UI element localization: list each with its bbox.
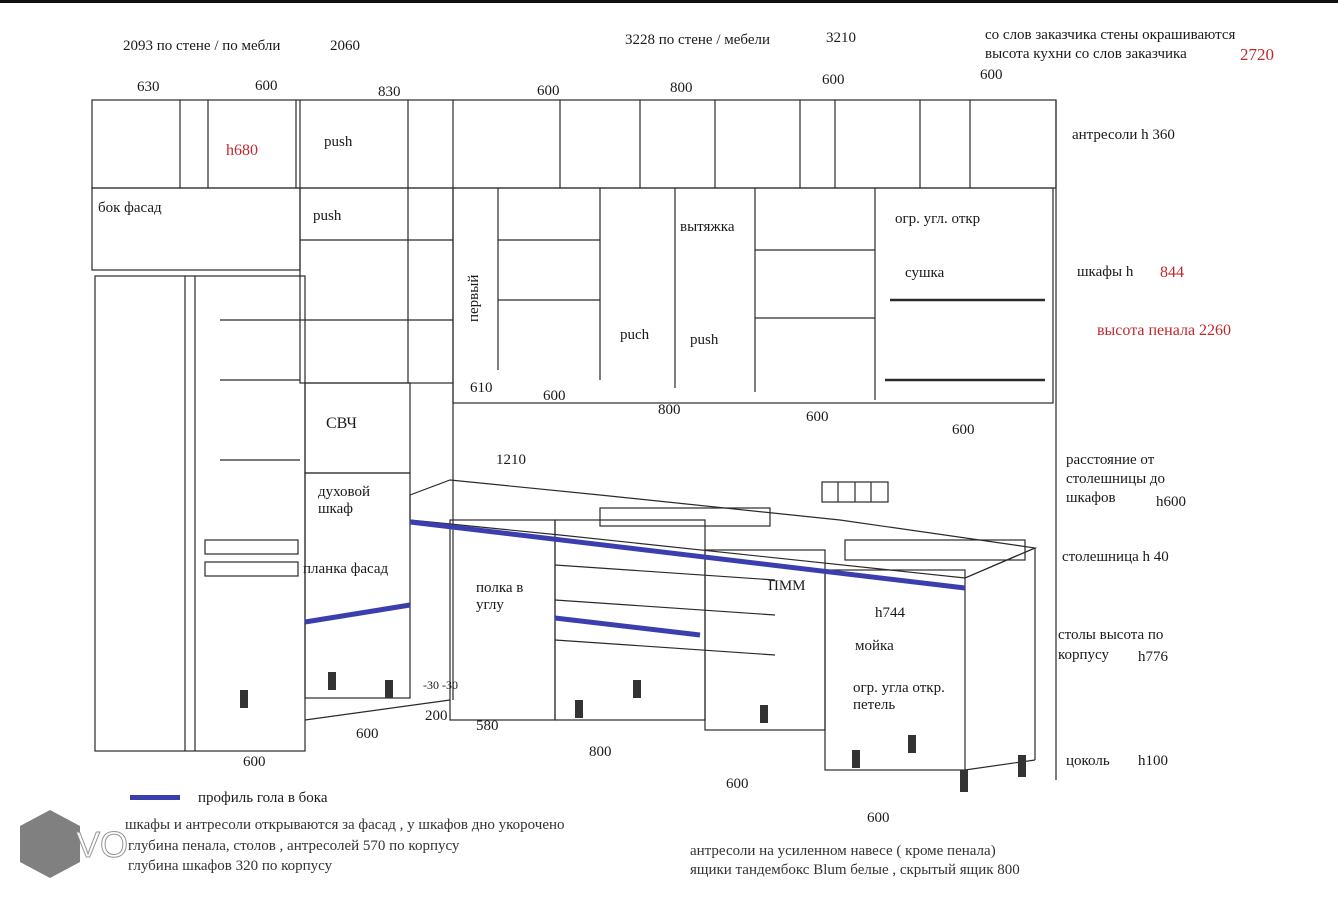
svg-text:VO: VO <box>76 824 129 865</box>
gola-profile-top <box>410 522 965 588</box>
hood-label: вытяжка <box>680 219 735 235</box>
customer-note-height: высота кухни со слов заказчика <box>985 46 1187 62</box>
left-walls-dimension: 2093 по стене / по мебли <box>123 38 281 54</box>
footnote: ящики тандембокс Blum белые , скрытый ящик 800 <box>690 862 1020 878</box>
evo-logo <box>18 808 158 880</box>
tables-value: h776 <box>1138 649 1168 665</box>
plinth-note: цоколь <box>1066 753 1110 769</box>
depth-offset-label: -30 -30 <box>423 678 458 692</box>
gola-profile-left <box>305 605 410 622</box>
upper-width: 630 <box>137 79 160 95</box>
microwave-box <box>305 383 410 473</box>
cabinet-width: 600 <box>952 422 975 438</box>
dishwasher-label: ПММ <box>768 578 806 594</box>
mezzanine-height-label: h680 <box>226 142 258 159</box>
customer-note-walls: со слов заказчика стены окрашиваются <box>985 27 1236 43</box>
plinth-value: h100 <box>1138 753 1168 769</box>
countertop-note: столешница h 40 <box>1062 549 1169 565</box>
dryer-label: сушка <box>905 265 945 281</box>
upper-width: 600 <box>822 72 845 88</box>
gola-profile-legend: профиль гола в бока <box>198 790 328 806</box>
cabinet-height-value: 844 <box>1160 264 1184 281</box>
microwave-label: СВЧ <box>326 415 357 432</box>
base-width: 600 <box>867 810 890 826</box>
push-label: push <box>324 134 353 150</box>
base-sink <box>825 570 965 770</box>
footnote: глубина шкафов 320 по корпусу <box>128 858 333 874</box>
first-label: первый <box>466 274 482 322</box>
hinge-limit-label: огр. угла откр. петель <box>853 680 945 713</box>
cabinet-width: 610 <box>470 380 493 396</box>
distance-value: h600 <box>1156 494 1186 510</box>
mezzanine-height-note: антресоли h 360 <box>1072 127 1175 143</box>
right-furniture-dimension: 3210 <box>826 30 856 46</box>
distance-note: расстояние от <box>1066 452 1155 468</box>
base-width: 600 <box>356 726 379 742</box>
base-width: 200 <box>425 708 448 724</box>
distance-note: шкафов <box>1066 490 1116 506</box>
sink-height-label: h744 <box>875 605 905 621</box>
tall-unit-height-note: высота пенала 2260 <box>1097 322 1232 339</box>
footnote: шкафы и антресоли открываются за фасад , у шкафов дно укорочено <box>125 817 565 833</box>
cabinet-width: 600 <box>543 388 566 404</box>
distance-note: столешницы до <box>1066 471 1166 487</box>
left-furniture-dimension: 2060 <box>330 38 360 54</box>
countertop <box>410 480 1035 578</box>
base-width: 600 <box>243 754 266 770</box>
base-width: 580 <box>476 718 499 734</box>
facade-strip-label: планка фасад <box>303 561 389 577</box>
footnote: антресоли на усиленном навесе ( кроме пенала) <box>690 843 996 859</box>
corner-open-label: огр. угл. откр <box>895 211 981 227</box>
upper-width: 600 <box>537 83 560 99</box>
kitchen-height-value: 2720 <box>1240 45 1274 64</box>
upper-width: 800 <box>670 80 693 96</box>
upper-width: 830 <box>378 84 401 100</box>
sink-label: мойка <box>855 638 894 654</box>
cabinet-width: 800 <box>658 402 681 418</box>
side-facade-label: бок фасад <box>98 200 162 216</box>
cooktop <box>600 508 770 526</box>
base-width: 600 <box>726 776 749 792</box>
base-corner <box>450 520 555 720</box>
corner-shelf-label: полка в углу <box>476 580 524 613</box>
upper-width: 600 <box>255 78 278 94</box>
puch-label: puch <box>620 327 650 343</box>
upper-width: 600 <box>980 67 1003 83</box>
tables-note: столы высота по <box>1058 627 1164 643</box>
tables-note: корпусу <box>1058 647 1110 663</box>
footnote: глубина пенала, столов , антресолей 570 по корпусу <box>128 838 460 854</box>
push-label: push <box>690 332 719 348</box>
cabinet-width: 600 <box>806 409 829 425</box>
gola-profile-drawer <box>555 618 700 635</box>
tall-unit <box>95 276 305 751</box>
oven-label: духовой шкаф <box>318 484 371 517</box>
push-label: push <box>313 208 342 224</box>
countertop-gap-label: 1210 <box>496 452 526 468</box>
gola-profile-swatch <box>130 795 180 800</box>
cabinet-height-note: шкафы h <box>1077 264 1134 280</box>
base-width: 800 <box>589 744 612 760</box>
right-walls-dimension: 3228 по стене / мебели <box>625 32 771 48</box>
